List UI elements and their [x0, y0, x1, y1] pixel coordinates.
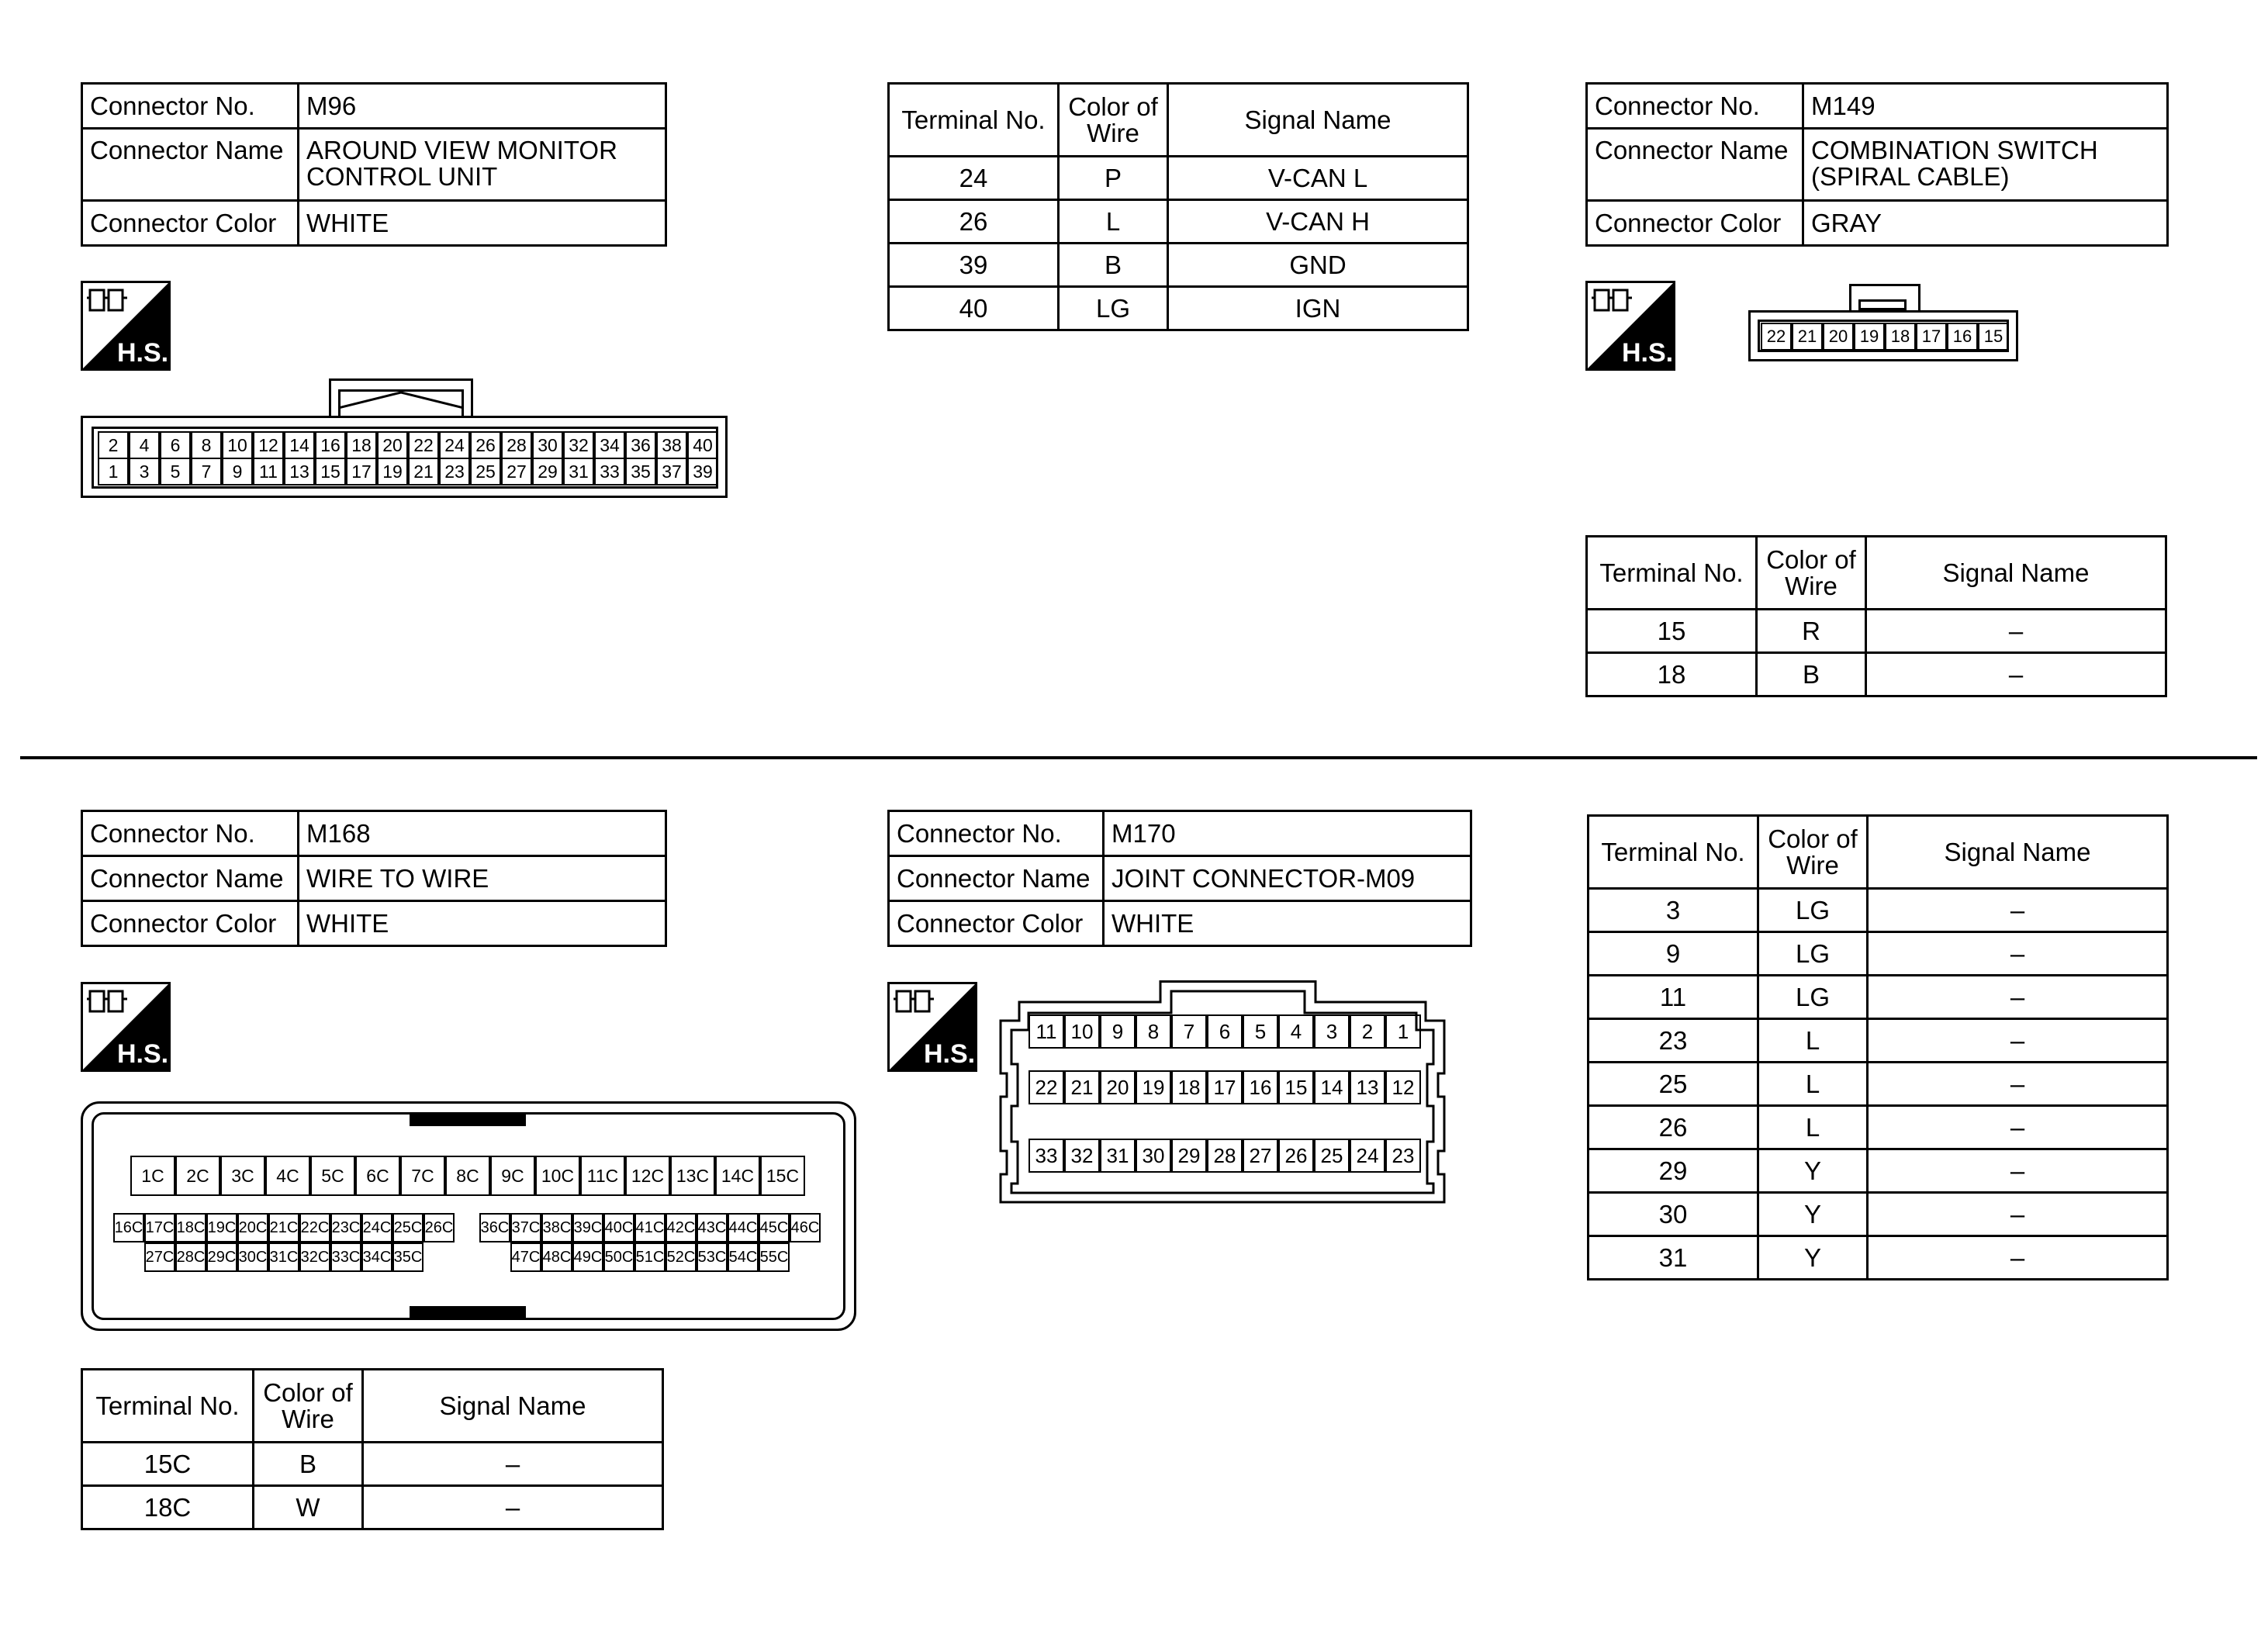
terminal-pin: 6C [355, 1156, 400, 1196]
terminal-pin: 30 [532, 431, 563, 459]
terminal-pin: 32 [563, 431, 594, 459]
terminal-pin: 41C [634, 1213, 666, 1242]
m96-terminal-table [887, 82, 1469, 331]
terminal-pin: 40C [603, 1213, 634, 1242]
terminal-pin: 5C [310, 1156, 355, 1196]
terminal-pin: 44C [728, 1213, 759, 1242]
terminal-no-cell: 31 [1589, 1236, 1758, 1280]
terminal-pin: 12C [625, 1156, 670, 1196]
signal-name-cell: GND [1168, 244, 1468, 287]
terminal-pin: 33 [1029, 1139, 1064, 1173]
terminal-pin: 23 [439, 458, 470, 486]
connector-name-value [1803, 129, 2168, 201]
m170-connector-face [999, 980, 1446, 1204]
terminal-no-cell: 3 [1589, 889, 1758, 932]
m170-connector-info-table [887, 810, 1472, 947]
wire-color-cell: LG [1758, 932, 1868, 976]
terminal-pin: 32 [1064, 1139, 1100, 1173]
hs-label: H.S. [923, 1039, 976, 1069]
terminal-row [889, 244, 1468, 287]
m149-terminal-table [1585, 535, 2167, 697]
connector-color-value: WHITE [299, 201, 666, 246]
terminal-pin: 20 [377, 431, 408, 459]
terminal-pin: 25 [1314, 1139, 1350, 1173]
terminal-pin: 28 [1207, 1139, 1243, 1173]
terminal-pin: 26C [424, 1213, 455, 1242]
header-signal-name: Signal Name [363, 1370, 663, 1443]
connector-no-value: M149 [1803, 84, 2168, 129]
connector-name-line1: AROUND VIEW MONITOR [306, 136, 617, 164]
terminal-no-cell: 18C [82, 1486, 254, 1529]
terminal-pin: 9C [490, 1156, 535, 1196]
terminal-pin: 16 [1947, 323, 1978, 351]
terminal-pin: 15C [760, 1156, 805, 1196]
signal-name-cell: – [1868, 1193, 2168, 1236]
terminal-pin: 15 [315, 458, 346, 486]
m96-connector-face [81, 378, 728, 498]
terminal-pin: 35C [392, 1242, 424, 1272]
connector-no-value: M96 [299, 84, 666, 129]
terminal-pin: 19 [1854, 323, 1885, 351]
connector-name-label: Connector Name [889, 856, 1104, 901]
terminal-row [889, 157, 1468, 200]
connector-name-label: Connector Name [1587, 129, 1803, 201]
terminal-pin: 25C [392, 1213, 424, 1242]
header-color-of-wire [1059, 84, 1168, 157]
m168-terminal-table [81, 1368, 664, 1530]
terminal-pin: 9 [1100, 1014, 1136, 1049]
terminal-pin: 3 [1314, 1014, 1350, 1049]
connector-no-value: M168 [299, 811, 666, 856]
terminal-pin: 4C [265, 1156, 310, 1196]
signal-name-cell: – [1868, 1106, 2168, 1149]
header-terminal-no: Terminal No. [1589, 816, 1758, 889]
terminal-pin: 5 [160, 458, 191, 486]
wire-color-cell: LG [1758, 976, 1868, 1019]
connector-no-label: Connector No. [82, 811, 299, 856]
terminal-pin: 21 [1792, 323, 1823, 351]
terminal-no-cell: 39 [889, 244, 1059, 287]
terminal-pin: 13C [670, 1156, 715, 1196]
header-color-of-wire [254, 1370, 363, 1443]
terminal-pin: 18C [175, 1213, 206, 1242]
connector-name-line1: COMBINATION SWITCH [1811, 136, 2098, 164]
terminal-pin: 2 [1350, 1014, 1385, 1049]
connector-color-label: Connector Color [82, 201, 299, 246]
terminal-pin: 24 [439, 431, 470, 459]
terminal-pin: 16 [315, 431, 346, 459]
connector-name-line2: (SPIRAL CABLE) [1811, 162, 2010, 191]
terminal-pin: 47C [510, 1242, 541, 1272]
terminal-pin: 12 [253, 431, 284, 459]
terminal-pin: 33 [594, 458, 625, 486]
terminal-pin: 19 [377, 458, 408, 486]
terminal-pin: 3 [129, 458, 160, 486]
signal-name-cell: – [1868, 1149, 2168, 1193]
terminal-pin: 30 [1136, 1139, 1171, 1173]
m170-terminal-table [1587, 814, 2169, 1280]
terminal-no-cell: 26 [889, 200, 1059, 244]
signal-name-cell: – [363, 1486, 663, 1529]
terminal-pin: 13 [284, 458, 315, 486]
terminal-pin: 46C [790, 1213, 821, 1242]
wire-color-cell: Y [1758, 1193, 1868, 1236]
header-color-line1: Color of [1766, 544, 1856, 574]
terminal-pin: 27 [501, 458, 532, 486]
terminal-pin: 20 [1100, 1070, 1136, 1104]
header-terminal-no: Terminal No. [82, 1370, 254, 1443]
signal-name-cell: – [363, 1443, 663, 1486]
m96-connector-info-table [81, 82, 667, 247]
header-signal-name: Signal Name [1868, 816, 2168, 889]
terminal-pin: 31 [563, 458, 594, 486]
harness-side-icon [887, 982, 977, 1072]
terminal-no-cell: 29 [1589, 1149, 1758, 1193]
m168-bottom-key [410, 1306, 526, 1320]
terminal-pin: 22 [408, 431, 439, 459]
terminal-pin: 4 [129, 431, 160, 459]
terminal-pin: 18 [1171, 1070, 1207, 1104]
terminal-pin: 3C [220, 1156, 265, 1196]
terminal-no-cell: 26 [1589, 1106, 1758, 1149]
m149-connector-face [1748, 284, 2018, 361]
terminal-pin: 1C [130, 1156, 175, 1196]
terminal-pin: 16C [113, 1213, 144, 1242]
terminal-no-cell: 25 [1589, 1063, 1758, 1106]
signal-name-cell: – [1868, 1063, 2168, 1106]
terminal-pin: 54C [728, 1242, 759, 1272]
terminal-pin: 29 [532, 458, 563, 486]
m168-connector-face [81, 1101, 856, 1331]
terminal-pin: 2C [175, 1156, 220, 1196]
terminal-row [82, 1443, 663, 1486]
harness-side-icon [1585, 281, 1675, 371]
terminal-pin: 37C [510, 1213, 541, 1242]
hs-label: H.S. [116, 338, 169, 368]
wire-color-cell: LG [1059, 287, 1168, 330]
wire-color-cell: W [254, 1486, 363, 1529]
terminal-pin: 10 [222, 431, 253, 459]
terminal-pin: 8 [191, 431, 222, 459]
terminal-pin: 30C [237, 1242, 268, 1272]
terminal-row [1589, 1236, 2168, 1280]
terminal-pin: 22 [1029, 1070, 1064, 1104]
terminal-pin: 17C [144, 1213, 175, 1242]
terminal-pin: 40 [687, 431, 718, 459]
terminal-pin: 22 [1761, 323, 1792, 351]
terminal-pin: 38C [541, 1213, 572, 1242]
terminal-pin: 17 [1207, 1070, 1243, 1104]
header-color-of-wire [1757, 537, 1866, 610]
terminal-pin: 52C [666, 1242, 697, 1272]
terminal-row [1589, 1193, 2168, 1236]
wire-color-cell: Y [1758, 1236, 1868, 1280]
terminal-pin: 12 [1385, 1070, 1421, 1104]
terminal-pin: 4 [1278, 1014, 1314, 1049]
connector-no-label: Connector No. [82, 84, 299, 129]
m149-lock-slot [1858, 299, 1907, 310]
terminal-pin: 13 [1350, 1070, 1385, 1104]
terminal-pin: 24C [361, 1213, 392, 1242]
m96-lock-chevron [338, 389, 464, 419]
terminal-pin: 42C [666, 1213, 697, 1242]
signal-name-cell: – [1868, 889, 2168, 932]
header-terminal-no: Terminal No. [889, 84, 1059, 157]
header-color-line2: Wire [282, 1404, 334, 1433]
header-color-line2: Wire [1786, 850, 1839, 880]
terminal-pin: 18 [346, 431, 377, 459]
terminal-row [1589, 932, 2168, 976]
terminal-pin: 29 [1171, 1139, 1207, 1173]
terminal-pin: 11C [580, 1156, 625, 1196]
terminal-pin: 15 [1278, 1070, 1314, 1104]
header-terminal-no: Terminal No. [1587, 537, 1757, 610]
terminal-pin: 27C [144, 1242, 175, 1272]
hs-label: H.S. [1621, 338, 1674, 368]
terminal-row [1589, 976, 2168, 1019]
header-color-line2: Wire [1087, 118, 1139, 147]
terminal-no-cell: 11 [1589, 976, 1758, 1019]
connector-name-value: JOINT CONNECTOR-M09 [1104, 856, 1471, 901]
terminal-row [1589, 1149, 2168, 1193]
terminal-pin: 26 [1278, 1139, 1314, 1173]
terminal-pin: 43C [697, 1213, 728, 1242]
signal-name-cell: – [1868, 1236, 2168, 1280]
terminal-row [82, 1486, 663, 1529]
wire-color-cell: L [1758, 1106, 1868, 1149]
terminal-pin: 55C [759, 1242, 790, 1272]
terminal-row [1589, 1019, 2168, 1063]
terminal-pin: 49C [572, 1242, 603, 1272]
terminal-pin: 51C [634, 1242, 666, 1272]
terminal-pin: 7 [191, 458, 222, 486]
terminal-pin: 29C [206, 1242, 237, 1272]
terminal-pin: 21C [268, 1213, 299, 1242]
connector-color-value: WHITE [299, 901, 666, 946]
terminal-pin: 34 [594, 431, 625, 459]
terminal-pin: 36 [625, 431, 656, 459]
terminal-pin: 39C [572, 1213, 603, 1242]
connector-color-label: Connector Color [82, 901, 299, 946]
wire-color-cell: LG [1758, 889, 1868, 932]
terminal-no-cell: 15 [1587, 610, 1757, 653]
m168-top-key [410, 1112, 526, 1126]
terminal-pin: 33C [330, 1242, 361, 1272]
connector-no-label: Connector No. [889, 811, 1104, 856]
terminal-pin: 36C [479, 1213, 510, 1242]
terminal-pin: 7C [400, 1156, 445, 1196]
connector-name-label: Connector Name [82, 856, 299, 901]
m168-terminal-rows [82, 1443, 663, 1529]
terminal-pin: 34C [361, 1242, 392, 1272]
terminal-pin: 23 [1385, 1139, 1421, 1173]
wire-color-cell: R [1757, 610, 1866, 653]
harness-side-icon [81, 982, 171, 1072]
m96-terminal-rows [889, 157, 1468, 330]
terminal-pin: 16 [1243, 1070, 1278, 1104]
m170-terminal-rows [1589, 889, 2168, 1280]
wire-color-cell: B [1059, 244, 1168, 287]
terminal-row [1589, 1063, 2168, 1106]
connector-color-label: Connector Color [889, 901, 1104, 946]
connector-color-value: WHITE [1104, 901, 1471, 946]
terminal-pin: 31C [268, 1242, 299, 1272]
header-signal-name: Signal Name [1168, 84, 1468, 157]
terminal-pin: 45C [759, 1213, 790, 1242]
header-signal-name: Signal Name [1866, 537, 2166, 610]
terminal-pin: 32C [299, 1242, 330, 1272]
terminal-pin: 53C [697, 1242, 728, 1272]
terminal-pin: 17 [346, 458, 377, 486]
terminal-pin: 8 [1136, 1014, 1171, 1049]
terminal-pin: 25 [470, 458, 501, 486]
terminal-pin: 6 [160, 431, 191, 459]
terminal-pin: 48C [541, 1242, 572, 1272]
terminal-pin: 11 [253, 458, 284, 486]
signal-name-cell: – [1868, 976, 2168, 1019]
terminal-row [889, 287, 1468, 330]
signal-name-cell: – [1868, 1019, 2168, 1063]
signal-name-cell: IGN [1168, 287, 1468, 330]
terminal-no-cell: 23 [1589, 1019, 1758, 1063]
terminal-no-cell: 40 [889, 287, 1059, 330]
terminal-pin: 20 [1823, 323, 1854, 351]
terminal-row [1589, 889, 2168, 932]
m149-connector-info-table [1585, 82, 2169, 247]
connector-name-value: WIRE TO WIRE [299, 856, 666, 901]
wire-color-cell: L [1758, 1019, 1868, 1063]
wire-color-cell: P [1059, 157, 1168, 200]
connector-name-label: Connector Name [82, 129, 299, 201]
terminal-pin: 7 [1171, 1014, 1207, 1049]
terminal-pin: 26 [470, 431, 501, 459]
hs-label: H.S. [116, 1039, 169, 1069]
terminal-pin: 35 [625, 458, 656, 486]
terminal-pin: 10 [1064, 1014, 1100, 1049]
terminal-row [1589, 1106, 2168, 1149]
terminal-pin: 31 [1100, 1139, 1136, 1173]
wire-color-cell: Y [1758, 1149, 1868, 1193]
wire-color-cell: B [254, 1443, 363, 1486]
terminal-pin: 24 [1350, 1139, 1385, 1173]
terminal-no-cell: 18 [1587, 653, 1757, 696]
connector-name-value [299, 129, 666, 201]
terminal-pin: 14C [715, 1156, 760, 1196]
terminal-pin: 1 [1385, 1014, 1421, 1049]
m149-terminal-rows [1587, 610, 2166, 696]
wire-color-cell: B [1757, 653, 1866, 696]
terminal-pin: 1 [98, 458, 129, 486]
terminal-no-cell: 9 [1589, 932, 1758, 976]
terminal-pin: 27 [1243, 1139, 1278, 1173]
terminal-pin: 19 [1136, 1070, 1171, 1104]
terminal-pin: 5 [1243, 1014, 1278, 1049]
header-color-line1: Color of [1068, 92, 1158, 121]
header-color-line1: Color of [263, 1377, 353, 1407]
terminal-pin: 17 [1916, 323, 1947, 351]
terminal-pin: 20C [237, 1213, 268, 1242]
signal-name-cell: – [1866, 653, 2166, 696]
signal-name-cell: V-CAN H [1168, 200, 1468, 244]
terminal-pin: 10C [535, 1156, 580, 1196]
terminal-pin: 8C [445, 1156, 490, 1196]
terminal-row [1587, 610, 2166, 653]
terminal-row [1587, 653, 2166, 696]
terminal-no-cell: 15C [82, 1443, 254, 1486]
terminal-row [889, 200, 1468, 244]
wire-color-cell: L [1758, 1063, 1868, 1106]
connector-no-value: M170 [1104, 811, 1471, 856]
terminal-pin: 37 [656, 458, 687, 486]
section-divider [20, 756, 2257, 759]
terminal-pin: 15 [1978, 323, 2009, 351]
terminal-no-cell: 24 [889, 157, 1059, 200]
terminal-pin: 23C [330, 1213, 361, 1242]
terminal-pin: 6 [1207, 1014, 1243, 1049]
signal-name-cell: – [1868, 932, 2168, 976]
terminal-pin: 38 [656, 431, 687, 459]
terminal-pin: 21 [1064, 1070, 1100, 1104]
connector-color-value: GRAY [1803, 201, 2168, 246]
header-color-line2: Wire [1785, 571, 1837, 600]
header-color-line1: Color of [1768, 824, 1858, 853]
terminal-no-cell: 30 [1589, 1193, 1758, 1236]
terminal-pin: 28C [175, 1242, 206, 1272]
terminal-pin: 39 [687, 458, 718, 486]
header-color-of-wire [1758, 816, 1868, 889]
terminal-pin: 28 [501, 431, 532, 459]
terminal-pin: 18 [1885, 323, 1916, 351]
terminal-pin: 2 [98, 431, 129, 459]
signal-name-cell: – [1866, 610, 2166, 653]
terminal-pin: 21 [408, 458, 439, 486]
terminal-pin: 9 [222, 458, 253, 486]
wire-color-cell: L [1059, 200, 1168, 244]
connector-no-label: Connector No. [1587, 84, 1803, 129]
signal-name-cell: V-CAN L [1168, 157, 1468, 200]
connector-name-line2: CONTROL UNIT [306, 162, 498, 191]
terminal-pin: 22C [299, 1213, 330, 1242]
m168-connector-info-table [81, 810, 667, 947]
terminal-pin: 11 [1029, 1014, 1064, 1049]
terminal-pin: 19C [206, 1213, 237, 1242]
terminal-pin: 50C [603, 1242, 634, 1272]
harness-side-icon [81, 281, 171, 371]
terminal-pin: 14 [1314, 1070, 1350, 1104]
terminal-pin: 14 [284, 431, 315, 459]
connector-color-label: Connector Color [1587, 201, 1803, 246]
